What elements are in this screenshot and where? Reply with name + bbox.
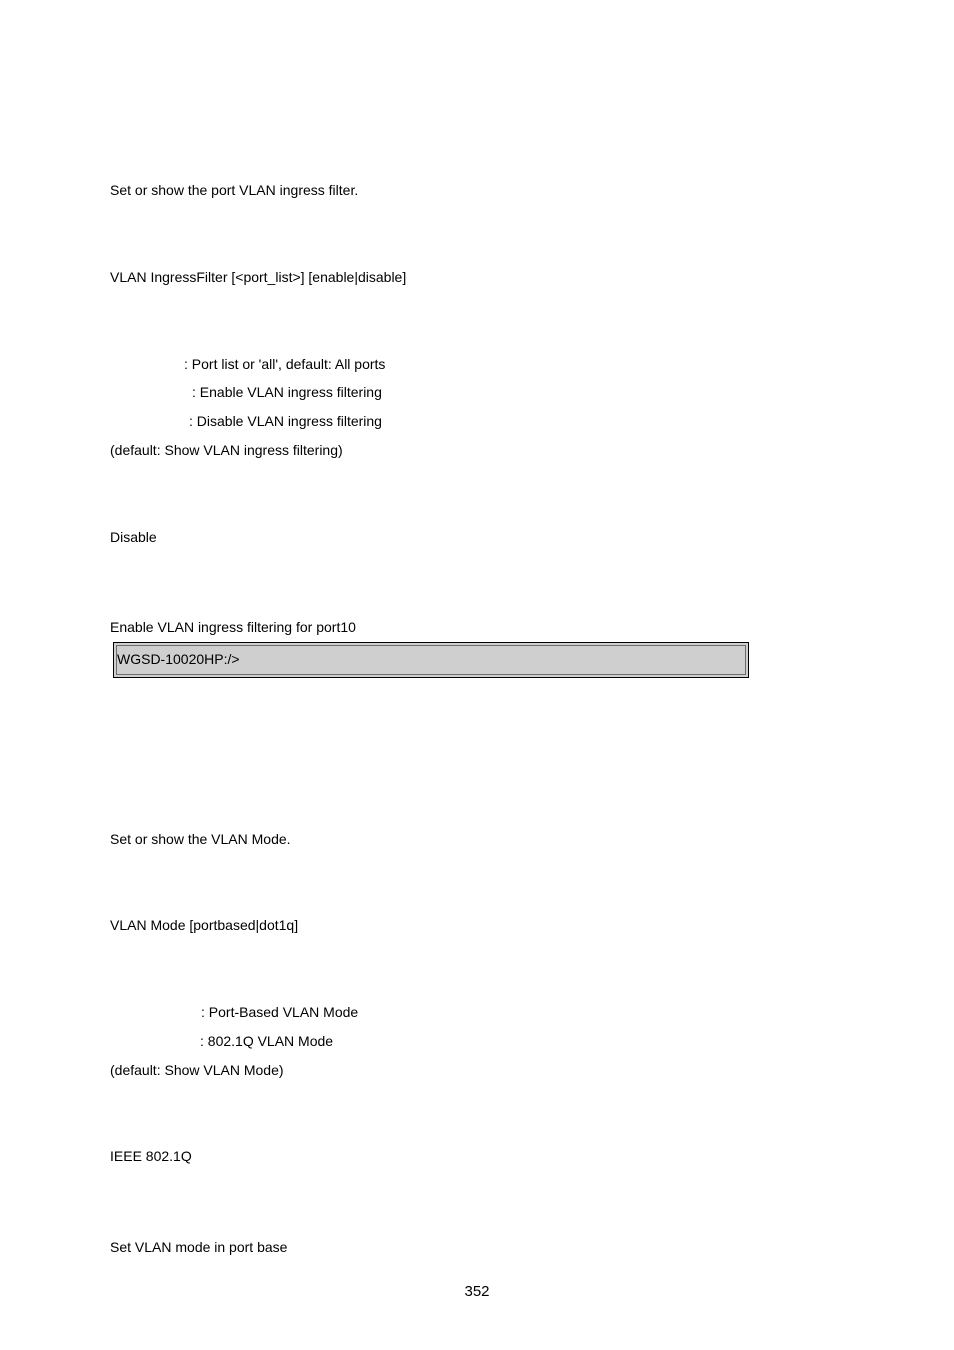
mode-description: Set or show the VLAN Mode.	[110, 831, 291, 847]
console-example-box	[113, 642, 749, 678]
mode-param-dot1q: : 802.1Q VLAN Mode	[200, 1033, 334, 1049]
mode-example-caption: Set VLAN mode in port base	[110, 1239, 288, 1255]
mode-default-note: (default: Show VLAN Mode)	[110, 1062, 284, 1078]
mode-param-portbased: : Port-Based VLAN Mode	[201, 1004, 359, 1020]
ingress-syntax: VLAN IngressFilter [<port_list>] [enable|disable]	[110, 269, 407, 285]
ingress-example-caption: Enable VLAN ingress filtering for port10	[110, 619, 356, 635]
ingress-description: Set or show the port VLAN ingress filter.	[110, 182, 359, 198]
mode-default-value: IEEE 802.1Q	[110, 1148, 192, 1164]
ingress-default-value: Disable	[110, 529, 157, 545]
ingress-default-note: (default: Show VLAN ingress filtering)	[110, 442, 343, 458]
ingress-param-enable: : Enable VLAN ingress filtering	[192, 384, 382, 400]
console-prompt: WGSD-10020HP:/>	[117, 651, 240, 667]
mode-syntax: VLAN Mode [portbased|dot1q]	[110, 917, 299, 933]
page-number: 352	[464, 1283, 490, 1300]
ingress-param-port-list: : Port list or 'all', default: All ports	[184, 356, 386, 372]
ingress-param-disable: : Disable VLAN ingress filtering	[189, 413, 382, 429]
